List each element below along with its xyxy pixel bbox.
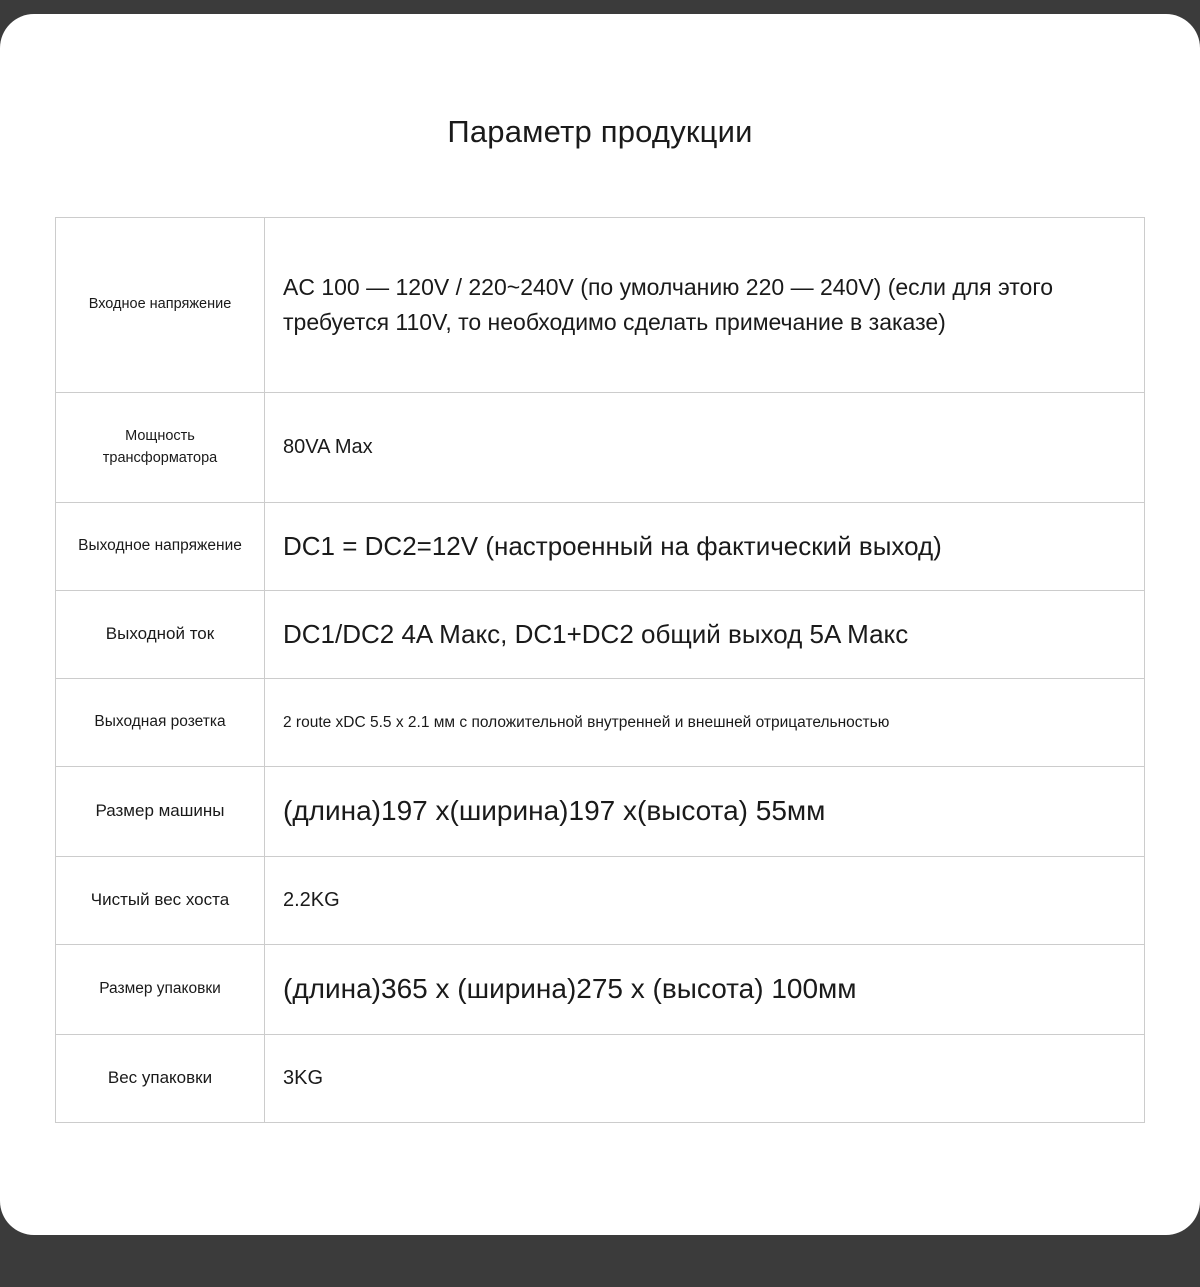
spec-label-transformer-power: Мощность трансформатора <box>56 393 265 503</box>
spec-value-output-current: DC1/DC2 4A Макс, DC1+DC2 общий выход 5A Макс <box>265 591 1145 679</box>
page-title: Параметр продукции <box>447 114 753 149</box>
table-row <box>56 1035 1145 1123</box>
table-row <box>56 767 1145 857</box>
spec-label-machine-size: Размер машины <box>56 767 265 857</box>
spec-value-net-weight: 2.2KG <box>265 857 1145 945</box>
spec-value-output-voltage: DC1 = DC2=12V (настроенный на фактический выход) <box>265 503 1145 591</box>
table-row <box>56 503 1145 591</box>
spec-value-package-weight: 3KG <box>265 1035 1145 1123</box>
spec-label-output-voltage: Выходное напряжение <box>56 503 265 591</box>
spec-label-net-weight: Чистый вес хоста <box>56 857 265 945</box>
table-row <box>56 679 1145 767</box>
table-row <box>56 393 1145 503</box>
table-row <box>56 591 1145 679</box>
spec-label-package-size: Размер упаковки <box>56 945 265 1035</box>
product-spec-card <box>0 14 1200 1235</box>
product-spec-table <box>55 217 1145 1123</box>
spec-value-output-socket: 2 route xDC 5.5 x 2.1 мм с положительной внутренней и внешней отрицательностью <box>265 679 1145 767</box>
table-row <box>56 945 1145 1035</box>
spec-value-input-voltage: AC 100 — 120V / 220~240V (по умолчанию 220 — 240V) (если для этого требуется 110V, то необходимо сделать примечание в заказе) <box>265 218 1145 393</box>
spec-label-output-current: Выходной ток <box>56 591 265 679</box>
spec-value-transformer-power: 80VA Max <box>265 393 1145 503</box>
spec-label-output-socket: Выходная розетка <box>56 679 265 767</box>
spec-value-machine-size: (длина)197 x(ширина)197 x(высота) 55мм <box>265 767 1145 857</box>
spec-label-input-voltage: Входное напряжение <box>56 218 265 393</box>
spec-label-package-weight: Вес упаковки <box>56 1035 265 1123</box>
table-row <box>56 218 1145 393</box>
table-row <box>56 857 1145 945</box>
spec-value-package-size: (длина)365 x (ширина)275 x (высота) 100мм <box>265 945 1145 1035</box>
